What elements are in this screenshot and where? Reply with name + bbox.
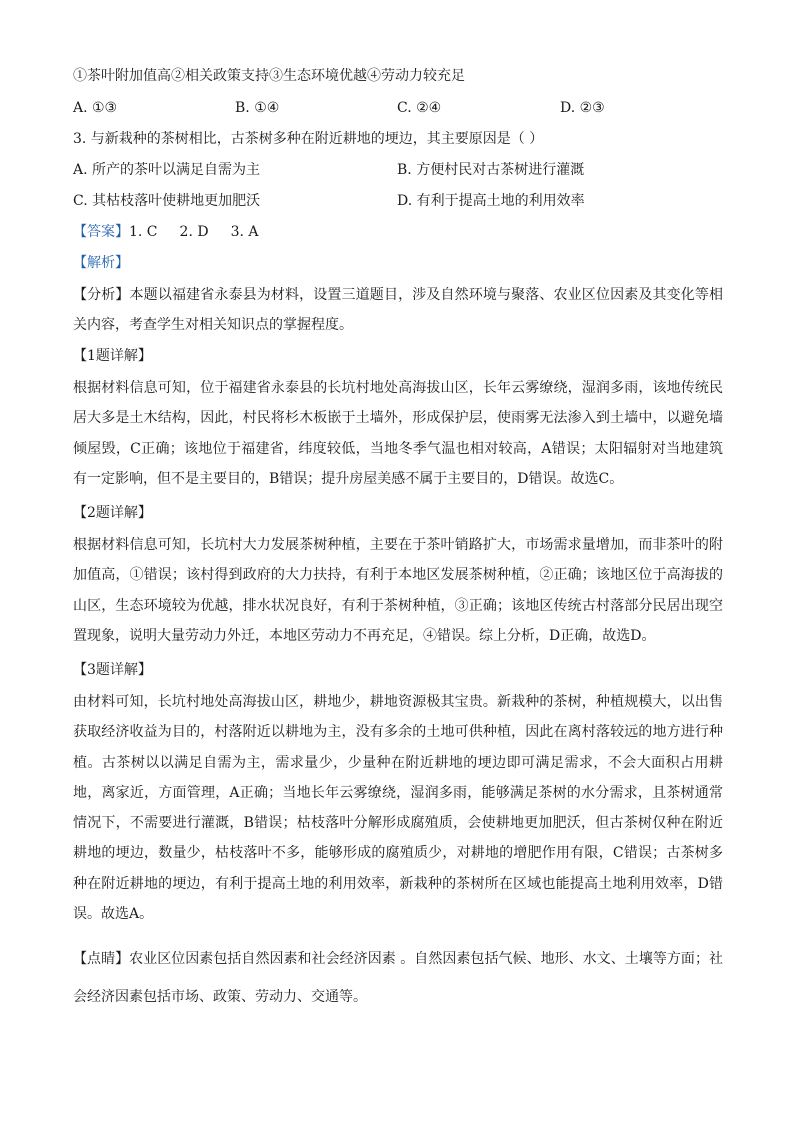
dianjing-text: 农业区位因素包括自然因素和社会经济因素 。自然因素包括气候、地形、水文、土壤等方面；社会经济因素包括市场、政策、劳动力、交通等。 xyxy=(73,951,724,1005)
analysis-subtag: 【分析】 xyxy=(73,287,130,303)
answer-item: 1. C xyxy=(129,224,158,240)
q2-option-c: C. ②④ xyxy=(397,100,442,116)
analysis-paragraph xyxy=(73,280,723,341)
q3-option-d: D. 有利于提高土地的利用效率 xyxy=(397,193,585,209)
q2-option-a: A. ①③ xyxy=(73,100,118,116)
detail3-tag: 【3题详解】 xyxy=(73,662,152,678)
q2-choices-line: ①茶叶附加值高②相关政策支持③生态环境优越④劳动力较充足 xyxy=(73,68,465,84)
detail3-paragraph: 由材料可知，长坑村地处高海拔山区，耕地少，耕地资源极其宝贵。新栽种的茶树，种植规模大，以出售获取经济收益为目的，村落附近以耕地为主，没有多余的土地可供种植，因此在离村落较远的地方进行种植。古茶树以以满足自需为主，需求量少，少量种在附近耕地的埂边即可满足需求，不会大面积占用耕地，离家近，方面管理，A正确；当地长年云雾缭绕，湿润多雨，能够满足茶树的水分需求，且茶树通常情况下，不需要进行灌溉，B错误；枯枝落叶分解形成腐殖质，会使耕地更加肥沃，但古茶树仅种在附近耕地的埂边，数量少，枯枝落叶不多，能够形成的腐殖质少，对耕地的增肥作用有限，C错误；古茶树多种在附近耕地的埂边，有利于提高土地的利用效率，新栽种的茶树所在区域也能提高土地利用效率，D错误。故选A。 xyxy=(73,694,723,923)
detail2-paragraph: 根据材料信息可知，长坑村大力发展茶树种植，主要在于茶叶销路扩大，市场需求量增加，而非茶叶的附加值高，①错误；该村得到政府的大力扶持，有利于本地区发展茶树种植，②正确；该地区位于高海拔的山区，生态环境较为优越，排水状况良好，有利于茶树种植，③正确；该地区传统古村落部分民居出现空置现象，说明大量劳动力外迁，本地区劳动力不再充足，④错误。综上分析，D正确，故选D。 xyxy=(73,537,723,644)
dianjing-paragraph xyxy=(73,940,723,1016)
analysis-tag: 【解析】 xyxy=(73,255,129,271)
detail1-tag: 【1题详解】 xyxy=(73,348,152,364)
answer-line xyxy=(73,222,281,242)
detail1-paragraph: 根据材料信息可知，位于福建省永泰县的长坑村地处高海拔山区，长年云雾缭绕，湿润多雨，该地传统民居大多是土木结构，因此，村民将杉木板嵌于土墙外，形成保护层，使雨雾无法渗入到土墙中，以避免墙倾屋毁，C正确；该地位于福建省，纬度较低，当地冬季气温也相对较高，A错误；太阳辐射对当地建筑有一定影响，但不是主要目的，B错误；提升房屋美感不属于主要目的，D错误。故选C。 xyxy=(73,380,723,487)
answer-item: 2. D xyxy=(179,224,209,240)
q3-option-a: A. 所产的茶叶以满足自需为主 xyxy=(73,162,261,178)
q3-stem: 3. 与新栽种的茶树相比，古茶树多种在附近耕地的埂边，其主要原因是（ ） xyxy=(73,131,544,147)
q3-option-b: B. 方便村民对古茶树进行灌溉 xyxy=(397,162,585,178)
answer-tag: 【答案】 xyxy=(73,224,129,240)
detail2-tag: 【2题详解】 xyxy=(73,505,152,521)
q2-option-b: B. ①④ xyxy=(235,100,280,116)
q3-option-c: C. 其枯枝落叶使耕地更加肥沃 xyxy=(73,193,261,209)
dianjing-tag: 【点睛】 xyxy=(73,951,130,967)
analysis-text: 本题以福建省永泰县为材料，设置三道题目，涉及自然环境与聚落、农业区位因素及其变化等相关内容，考查学生对相关知识点的掌握程度。 xyxy=(73,287,724,334)
q2-option-d: D. ②③ xyxy=(560,100,605,116)
answer-item: 3. A xyxy=(230,224,259,240)
